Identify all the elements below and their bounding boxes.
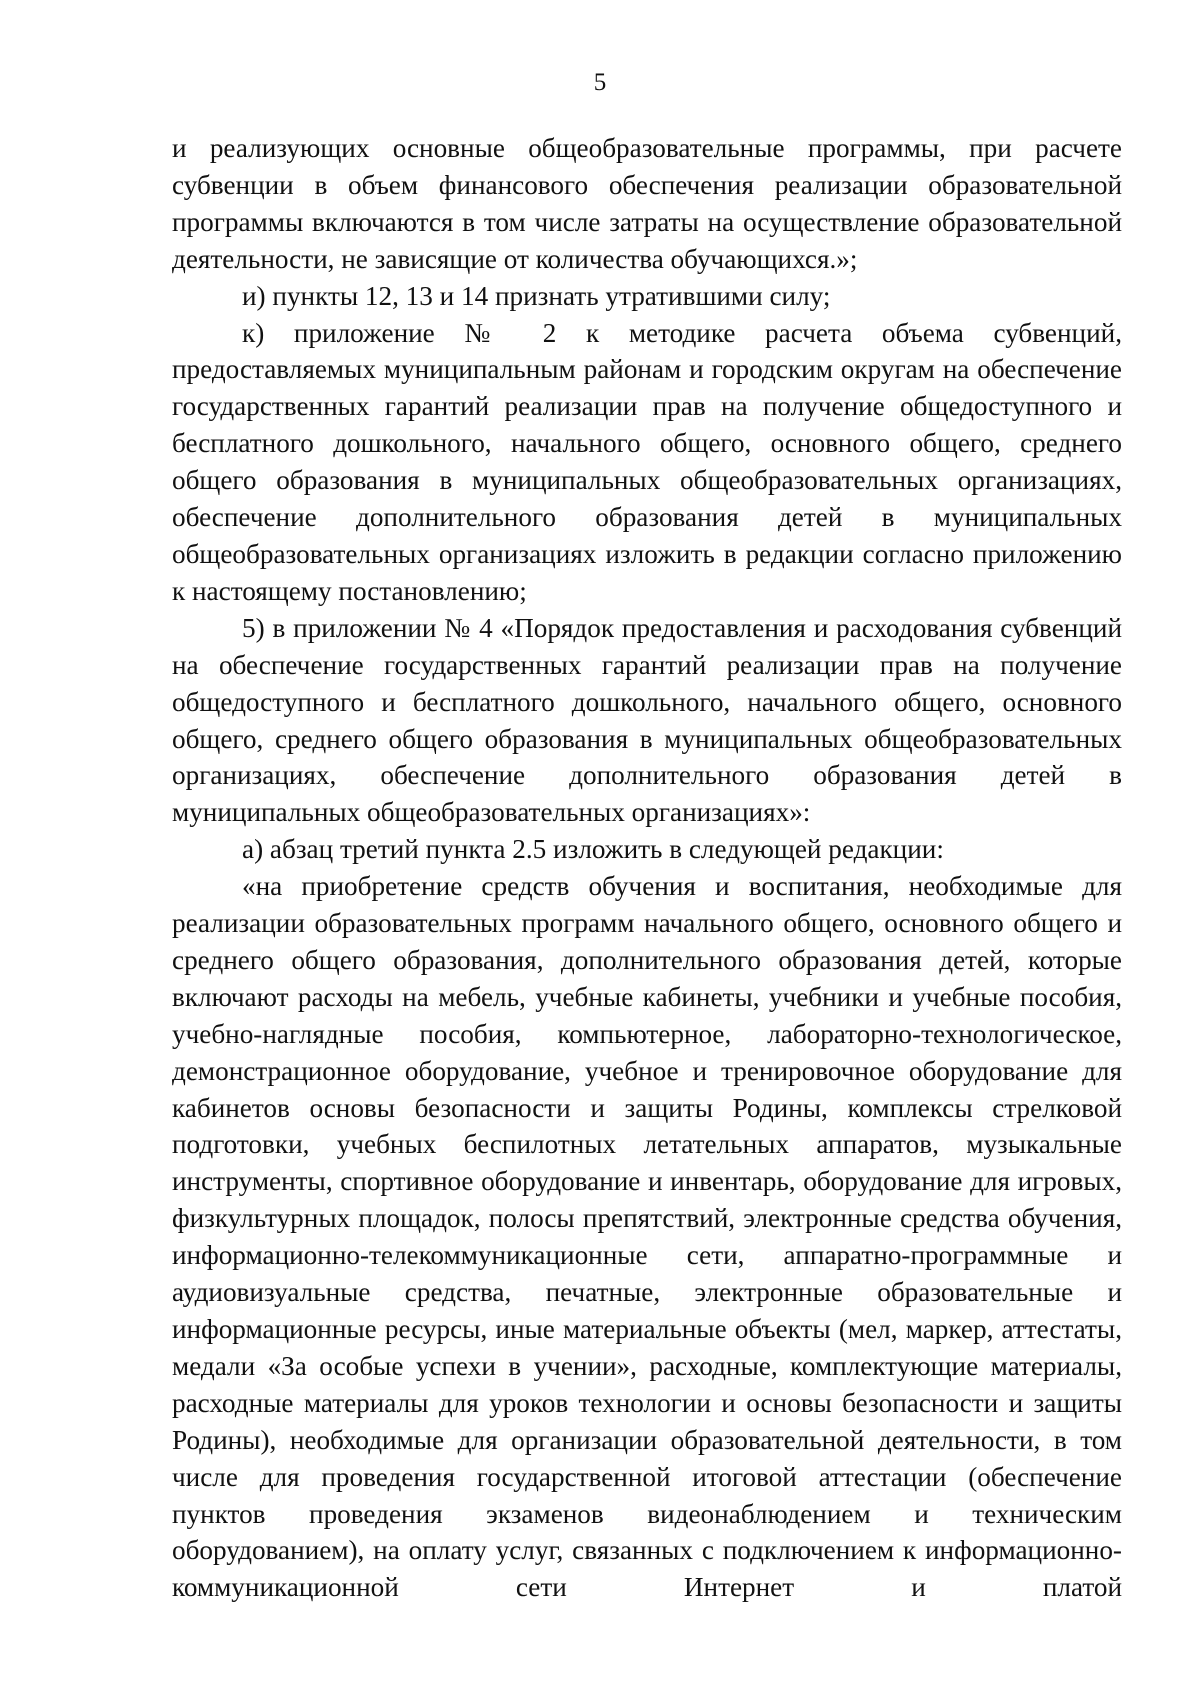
paragraph-item-a: а) абзац третий пункта 2.5 изложить в следующей редакции: [242,834,944,865]
paragraph-subvention-expenses: и реализующих основные общеобразовательные программы, при расчете субвенции в объем финансового обеспечения реализации образовательной программы включаются в том числе затраты на осуществление образовательной деятельности, не зависящие от количества обучающихся.»; [172,133,1122,274]
document-body [172,130,1122,1606]
paragraph-quoted-text: «на приобретение средств обучения и воспитания, необходимые для реализации образовательных программ начального общего, основного общего и среднего общего образования, дополнительного образования детей, которые включают расходы на мебель, учебные кабинеты, учебники и учебные пособия, учебно-наглядные пособия, компьютерное, лабораторно-технологическое, демонстрационное оборудование, учебное и тренировочное оборудование для кабинетов основы безопасности и защиты Родины, комплексы стрелковой подготовки, учебных беспилотных летательных аппаратов, музыкальные инструменты, спортивное оборудование и инвентарь, оборудование для игровых, физкультурных площадок, полосы препятствий, электронные средства обучения, информационно-телекоммуникационные сети, аппаратно-программные и аудиовизуальные средства, печатные, электронные образовательные и информационные ресурсы, иные материальные объекты (мел, маркер, аттестаты, медали «За особые успехи в учении», расходные, комплектующие материалы, расходные материалы для уроков технологии и основы безопасности и защиты Родины), необходимые для организации образовательной деятельности, в том числе для проведения государственной итоговой аттестации (обеспечение пунктов проведения экзаменов видеонаблюдением и техническим оборудованием), на оплату услуг, связанных с подключением к информационно-коммуникационной сети Интернет и платой [172,871,1122,1603]
paragraph-item-i: и) пункты 12, 13 и 14 признать утратившими силу; [242,280,831,311]
paragraph-item-k: к) приложение № 2 к методике расчета объема субвенций, предоставляемых муниципальным районам и городским округам на обеспечение государственных гарантий реализации прав на получение общедоступного и бесплатного дошкольного, начального общего, основного общего, среднего общего образования в муниципальных общеобразовательных организациях, обеспечение дополнительного образования детей в муниципальных общеобразовательных организациях изложить в редакции согласно приложению к настоящему постановлению; [172,317,1122,606]
paragraph-item-5: 5) в приложении № 4 «Порядок предоставления и расходования субвенций на обеспечение государственных гарантий реализации прав на получение общедоступного и бесплатного дошкольного, начального общего, основного общего, среднего общего образования в муниципальных общеобразовательных организациях, обеспечение дополнительного образования детей в муниципальных общеобразовательных организациях»: [172,612,1122,828]
page-number: 5 [593,69,607,96]
